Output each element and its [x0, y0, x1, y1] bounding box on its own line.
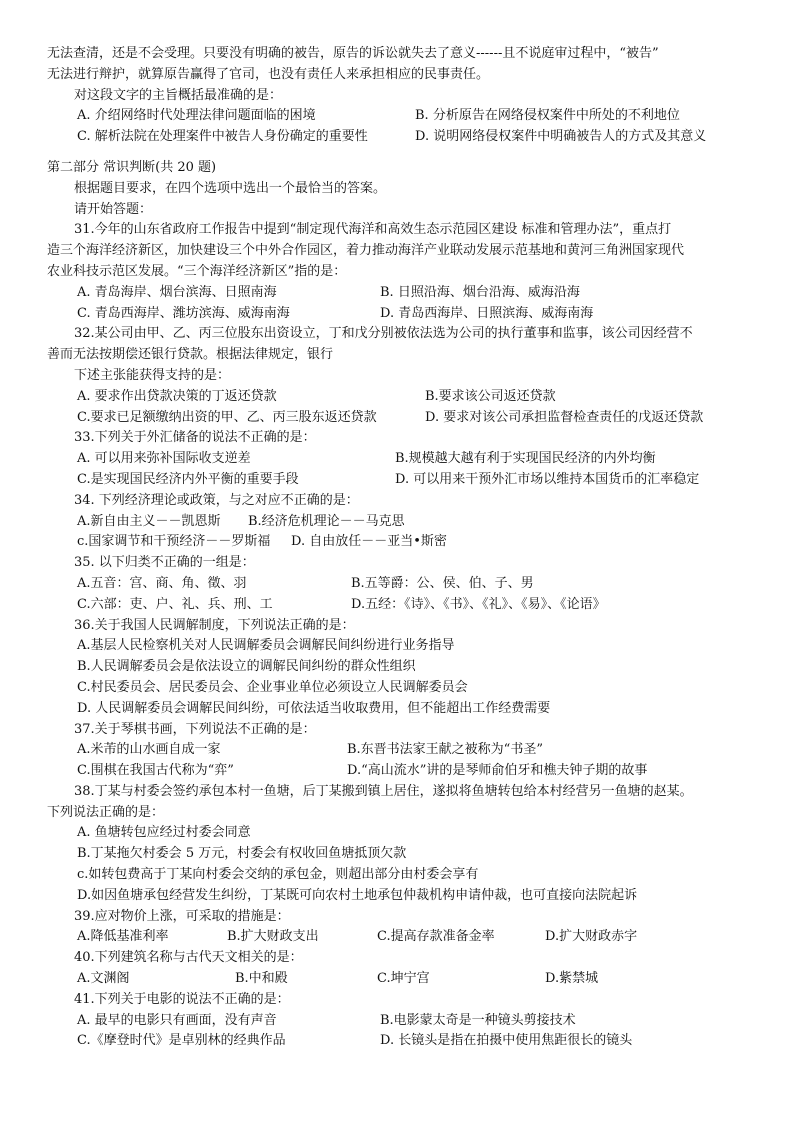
- question-stem: 37.关于琴棋书画，下列说法不正确的是：: [74, 721, 316, 737]
- section-start: 请开始答题：: [74, 201, 153, 217]
- option-d: D.五经：《诗》、《书》、《礼》、《易》、《论语》: [351, 596, 606, 612]
- option-b: B.东晋书法家王献之被称为“书圣”: [347, 742, 543, 758]
- option-row: [47, 969, 752, 990]
- question-stem: 31.今年的山东省政府工作报告中提到“制定现代海洋和高效生态示范园区建设 标准和管理办法”，重点打: [74, 222, 672, 238]
- option-row: [47, 574, 752, 595]
- option-c: C.《摩登时代》是卓别林的经典作品: [77, 1033, 286, 1049]
- option-row: [47, 595, 752, 616]
- option-b: B. 日照沿海、烟台沿海、威海沿海: [380, 284, 580, 300]
- option-row: [47, 387, 752, 408]
- question-stem: 32.某公司由甲、乙、丙三位股东出资设立，丁和戊分别被依法选为公司的执行董事和监事，该公司因经营不: [74, 326, 693, 342]
- option-row: [47, 740, 752, 761]
- question-stem-cont: 农业科技示范区发展。“三个海洋经济新区”指的是：: [47, 263, 347, 279]
- passage-line: 无法查清，还是不会受理。只要没有明确的被告，原告的诉讼就失去了意义------且不说庭审过程中，“被告”: [47, 46, 659, 61]
- option-a: A.新自由主义－－凯恩斯: [77, 513, 221, 529]
- option-row: [47, 761, 752, 782]
- option-d: D.“高山流水”讲的是琴师俞伯牙和樵夫钟子期的故事: [347, 763, 648, 779]
- option-a: A. 要求作出贷款决策的丁返还贷款: [77, 388, 277, 404]
- option-c: C.村民委员会、居民委员会、企业事业单位必须设立人民调解委员会: [77, 679, 468, 695]
- option-row: [47, 408, 752, 429]
- option-c: C.六部：吏、户、礼、兵、刑、工: [77, 596, 273, 612]
- option-b: B. 分析原告在网络侵权案件中所处的不利地位: [415, 108, 680, 124]
- question-stem: 35. 以下归类不正确的一组是：: [74, 555, 255, 571]
- section-title: 第二部分 常识判断(共 20 题): [47, 159, 217, 175]
- question-stem: 39.应对物价上涨，可采取的措施是：: [74, 908, 290, 924]
- option-row: [47, 470, 752, 491]
- question-stem: 33.下列关于外汇储备的说法不正确的是：: [74, 430, 316, 446]
- option-row: [47, 512, 752, 533]
- option-a: A. 介绍网络时代处理法律问题面临的困境: [77, 108, 316, 124]
- option-b: B.电影蒙太奇是一种镜头剪接技术: [380, 1012, 576, 1028]
- option-c: C.要求已足额缴纳出资的甲、乙、丙三股东返还贷款: [77, 409, 377, 425]
- option-b: B.扩大财政支出: [227, 929, 319, 945]
- question-stem: 对这段文字的主旨概括最准确的是：: [74, 87, 283, 103]
- option-a: A. 鱼塘转包应经过村委会同意: [77, 825, 251, 841]
- option-row: [47, 283, 752, 304]
- option-c: C.坤宁宫: [377, 971, 430, 987]
- question-stem-cont: 下述主张能获得支持的是：: [74, 367, 231, 383]
- option-row: [47, 532, 752, 553]
- option-c: C. 青岛西海岸、潍坊滨海、威海南海: [77, 305, 290, 321]
- passage-line: 无法进行辩护，就算原告赢得了官司，也没有责任人来承担相应的民事责任。: [47, 66, 490, 82]
- question-stem: 36.关于我国人民调解制度，下列说法正确的是：: [74, 617, 355, 633]
- option-row: [47, 106, 752, 127]
- option-row: [47, 127, 752, 148]
- option-c: C.提高存款准备金率: [377, 929, 495, 945]
- option-a: A.基层人民检察机关对人民调解委员会调解民间纠纷进行业务指导: [77, 638, 455, 654]
- option-b: B.丁某拖欠村委会 5 万元，村委会有权收回鱼塘抵顶欠款: [77, 846, 407, 862]
- option-d: D. 要求对该公司承担监督检查责任的戊返还贷款: [425, 409, 704, 425]
- option-d: D. 长镜头是指在拍摄中使用焦距很长的镜头: [380, 1033, 633, 1049]
- option-a: A.降低基准利率: [77, 929, 169, 945]
- section-instruction: 根据题目要求，在四个选项中选出一个最恰当的答案。: [74, 180, 387, 196]
- option-a: A.文渊阁: [77, 971, 130, 987]
- option-b: B.中和殿: [235, 971, 288, 987]
- option-d: D. 人民调解委员会调解民间纠纷，可依法适当收取费用，但不能超出工作经费需要: [77, 700, 551, 716]
- option-row: [47, 927, 752, 948]
- option-c: c.如转包费高于丁某向村委会交纳的承包金，则超出部分由村委会享有: [77, 867, 479, 883]
- option-d: D. 青岛西海岸、日照滨海、威海南海: [380, 305, 594, 321]
- option-a: A. 可以用来弥补国际收支逆差: [77, 451, 251, 467]
- option-b: B.五等爵：公、侯、伯、子、男: [351, 575, 534, 591]
- option-b: B.规模越大越有利于实现国民经济的内外均衡: [395, 451, 656, 467]
- option-row: [47, 1011, 752, 1032]
- option-c: C.是实现国民经济内外平衡的重要手段: [77, 471, 299, 487]
- question-stem-cont: 造三个海洋经济新区，加快建设三个中外合作园区，着力推动海洋产业联动发展示范基地和黄河三角洲国家现代: [47, 243, 685, 259]
- option-d: D.扩大财政赤字: [545, 929, 638, 945]
- option-d: D. 说明网络侵权案件中明确被告人的方式及其意义: [415, 129, 707, 145]
- question-stem: 40.下列建筑名称与古代天文相关的是：: [74, 950, 303, 966]
- option-d: D.紫禁城: [545, 971, 599, 987]
- option-c: C.围棋在我国古代称为“弈”: [77, 763, 234, 779]
- option-b: B.要求该公司返还贷款: [425, 388, 556, 404]
- option-d: D. 可以用来干预外汇市场以维持本国货币的汇率稳定: [395, 471, 700, 487]
- option-c: c.国家调节和干预经济－－罗斯福: [77, 534, 271, 550]
- option-a: A. 青岛海岸、烟台滨海、日照南海: [77, 284, 277, 300]
- option-a: A.米芾的山水画自成一家: [77, 742, 221, 758]
- option-row: [47, 1031, 752, 1052]
- question-stem: 38.丁某与村委会签约承包本村一鱼塘，后丁某搬到镇上居住，遂拟将鱼塘转包给本村经营另一鱼塘的赵某。: [74, 783, 693, 799]
- option-a: A. 最早的电影只有画面，没有声音: [77, 1012, 277, 1028]
- option-a: A.五音：宫、商、角、徵、羽: [77, 575, 247, 591]
- option-d: D. 自由放任－－亚当•斯密: [291, 534, 447, 550]
- question-stem: 34. 下列经济理论或政策，与之对应不正确的是：: [74, 492, 359, 508]
- option-c: C. 解析法院在处理案件中被告人身份确定的重要性: [77, 129, 368, 145]
- option-row: [47, 449, 752, 470]
- option-row: [47, 304, 752, 325]
- option-d: D.如因鱼塘承包经营发生纠纷，丁某既可向农村土地承包仲裁机构申请仲裁，也可直接向法院起诉: [77, 887, 638, 903]
- question-stem-cont: 善而无法按期偿还银行贷款。根据法律规定，银行: [47, 347, 334, 363]
- question-stem-cont: 下列说法正确的是：: [47, 804, 165, 820]
- option-b: B.人民调解委员会是依法设立的调解民间纠纷的群众性组织: [77, 659, 416, 675]
- question-stem: 41.下列关于电影的说法不正确的是：: [74, 991, 290, 1007]
- option-b: B.经济危机理论－－马克思: [248, 513, 405, 529]
